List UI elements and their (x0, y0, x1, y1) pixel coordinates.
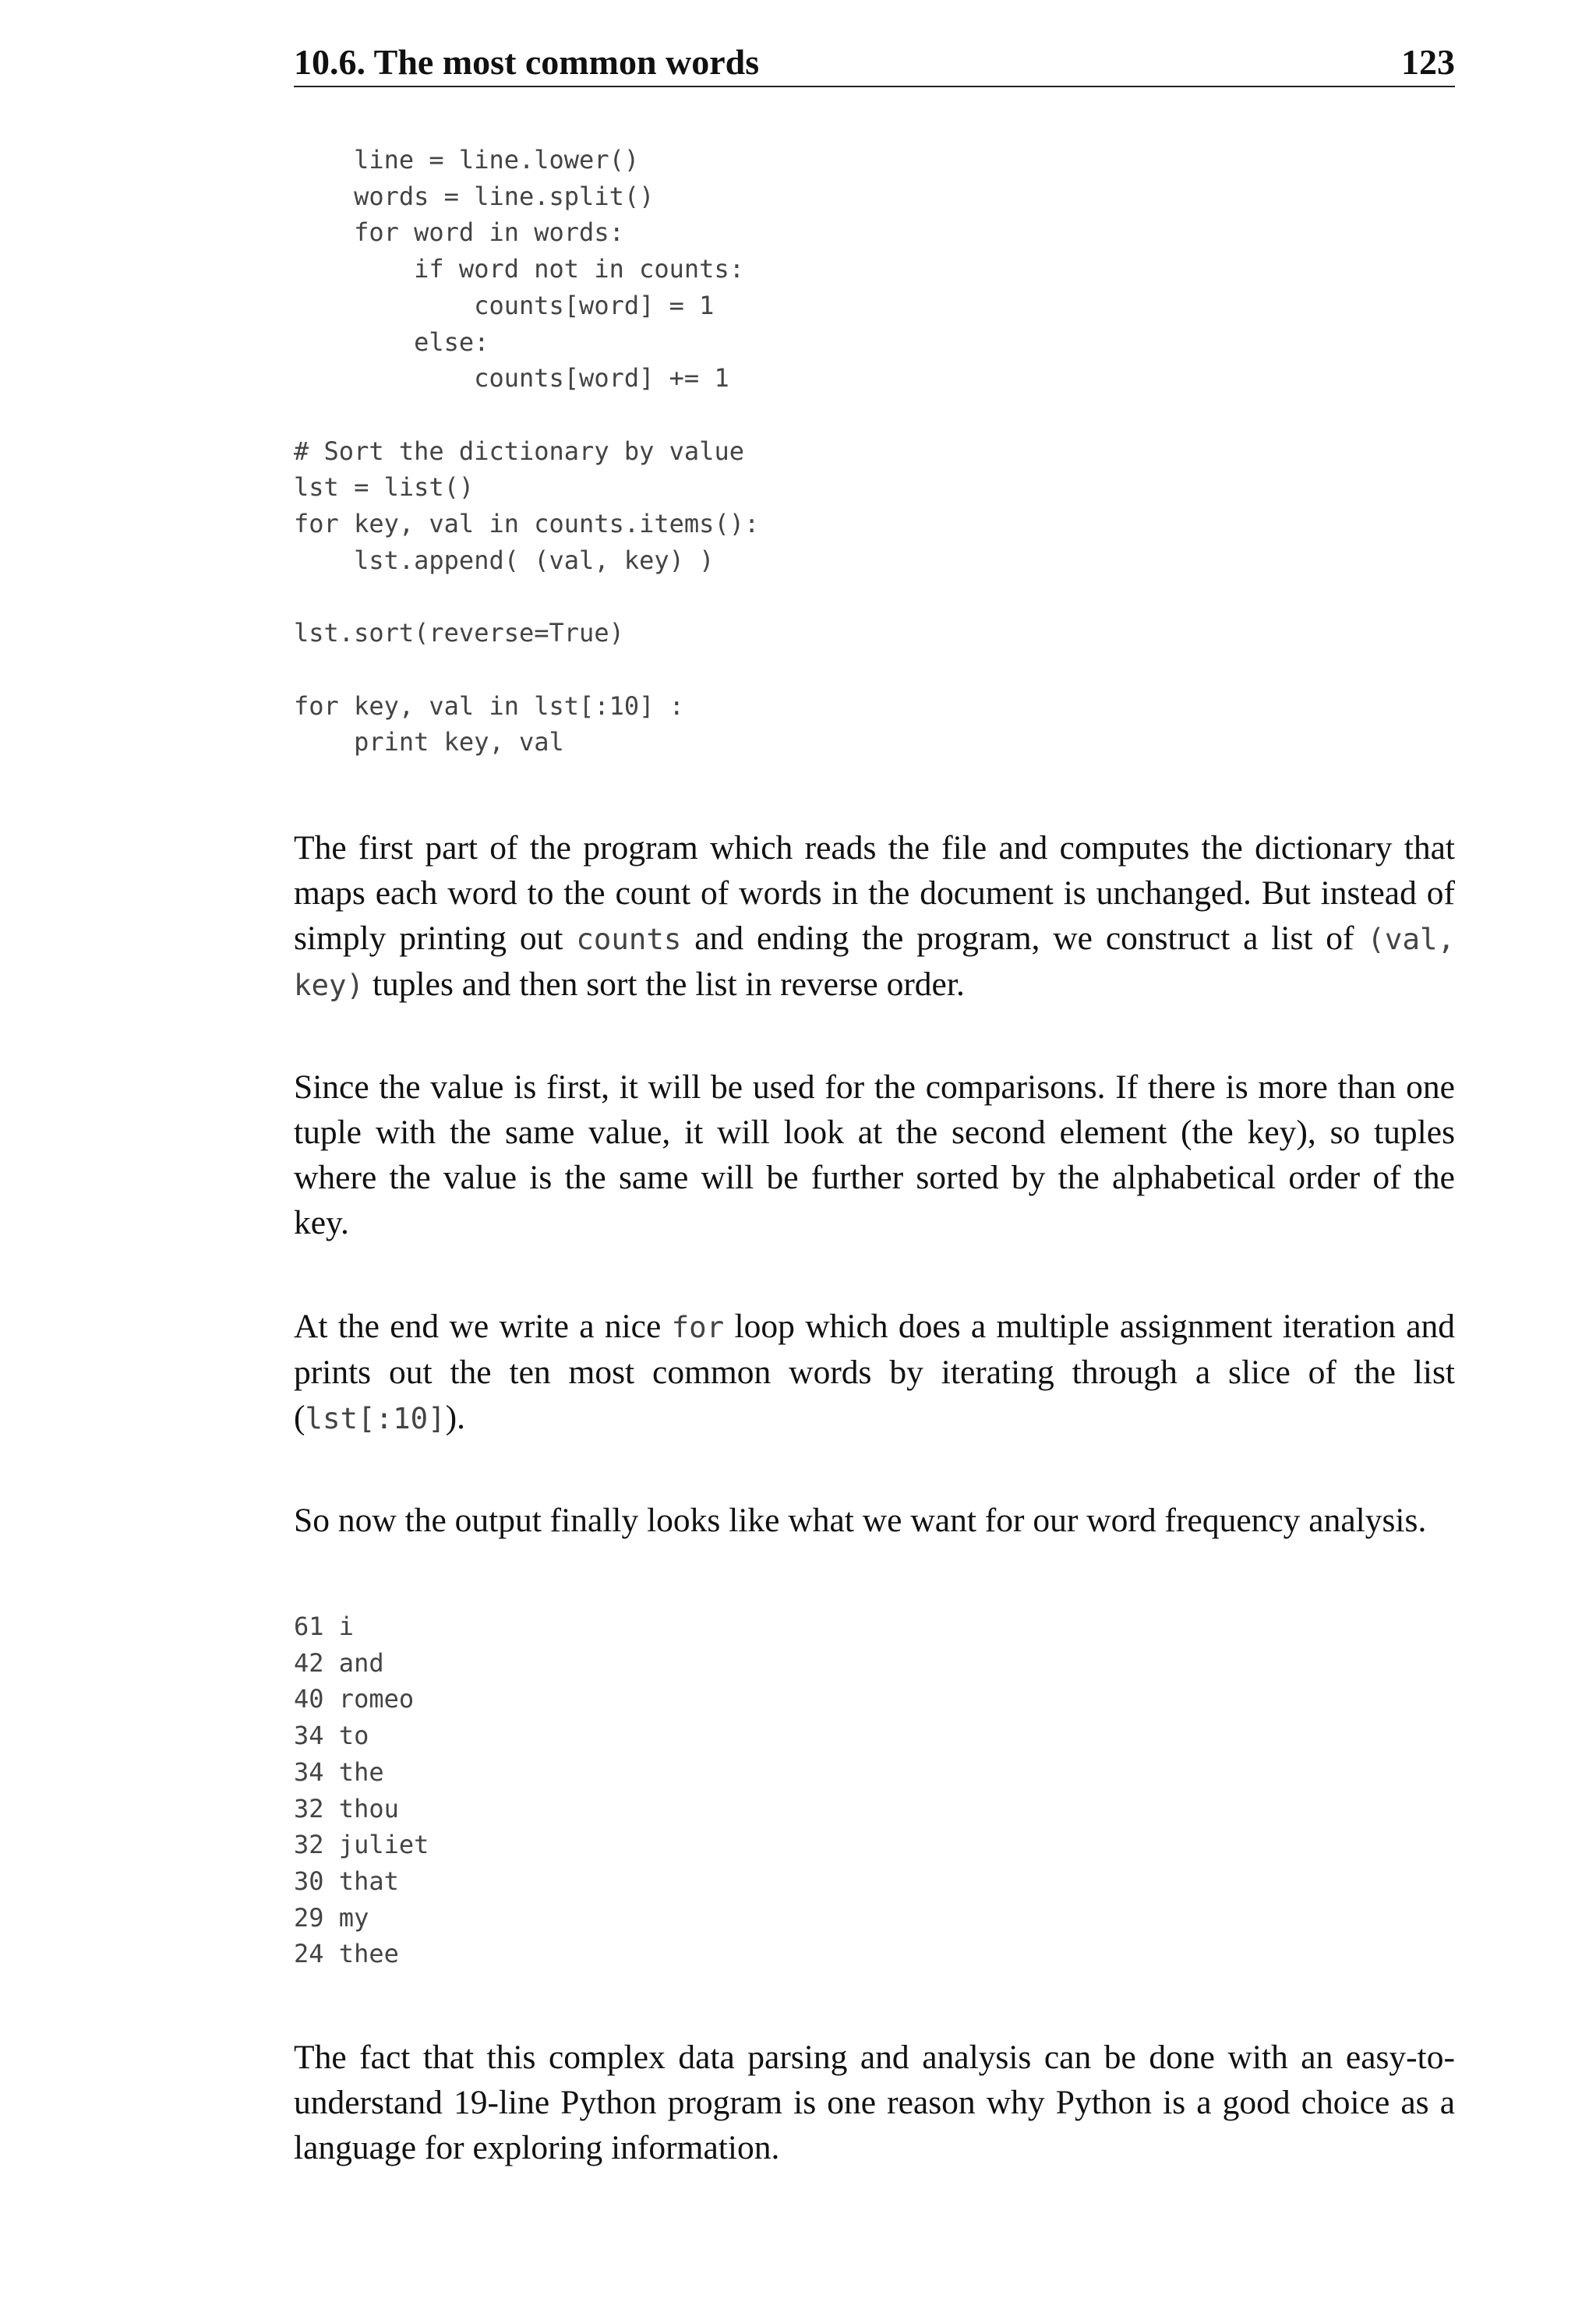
paragraph-program-explanation (294, 825, 1455, 1008)
paragraph-text: The first part of the program which reads the file and computes the dictionary that maps each word to the count of words in the document is unchanged. But instead of simply printing out (294, 829, 1455, 957)
paragraph-text: and ending the program, we construct a list of (681, 920, 1368, 957)
code-listing: line = line.lower() words = line.split() for word in words: if word not in counts: counts[word] = 1 else: counts[word] += 1 # Sort the dictionary by value lst = list() for key, val in counts.items(): lst.append( (val, key) ) lst.sort(reverse=True) for key, val in lst[:10] : print key, val (294, 145, 760, 757)
paragraph-text: tuples and then sort the list in reverse order. (364, 966, 965, 1003)
paragraph-sorting-explanation: Since the value is first, it will be used for the comparisons. If there is more than one tuple with the same value, it will look at the second element (the key), so tuples where the value is the same will be further sorted by the alphabetical order of the key. (294, 1068, 1455, 1241)
inline-code-for: for (671, 1310, 725, 1344)
paragraph-text: At the end we write a nice (294, 1308, 672, 1345)
running-header (294, 39, 1455, 87)
paragraph-conclusion: The fact that this complex data parsing and analysis can be done with an easy-to-understand 19-line Python program is one reason why Python is a good choice as a language for exploring information. (294, 2039, 1455, 2166)
paragraph-text: loop which does a multiple assignment iteration and prints out the ten most common words by iterating through a slice of the list ( (294, 1308, 1456, 1436)
inline-code-slice: lst[:10] (305, 1401, 446, 1435)
inline-code-tuple: (val, key) (294, 922, 1456, 1002)
paragraph-output-intro: So now the output finally looks like what we want for our word frequency analysis. (294, 1502, 1427, 1539)
page-number: 123 (1401, 42, 1455, 82)
inline-code-counts: counts (576, 922, 682, 956)
book-page (294, 0, 1455, 2309)
section-title: 10.6. The most common words (294, 42, 760, 82)
paragraph-text: ). (445, 1399, 466, 1436)
output-listing: 61 i 42 and 40 romeo 34 to 34 the 32 thou 32 juliet 30 that 29 my 24 thee (294, 1612, 429, 1969)
paragraph-loop-explanation (294, 1304, 1455, 1441)
